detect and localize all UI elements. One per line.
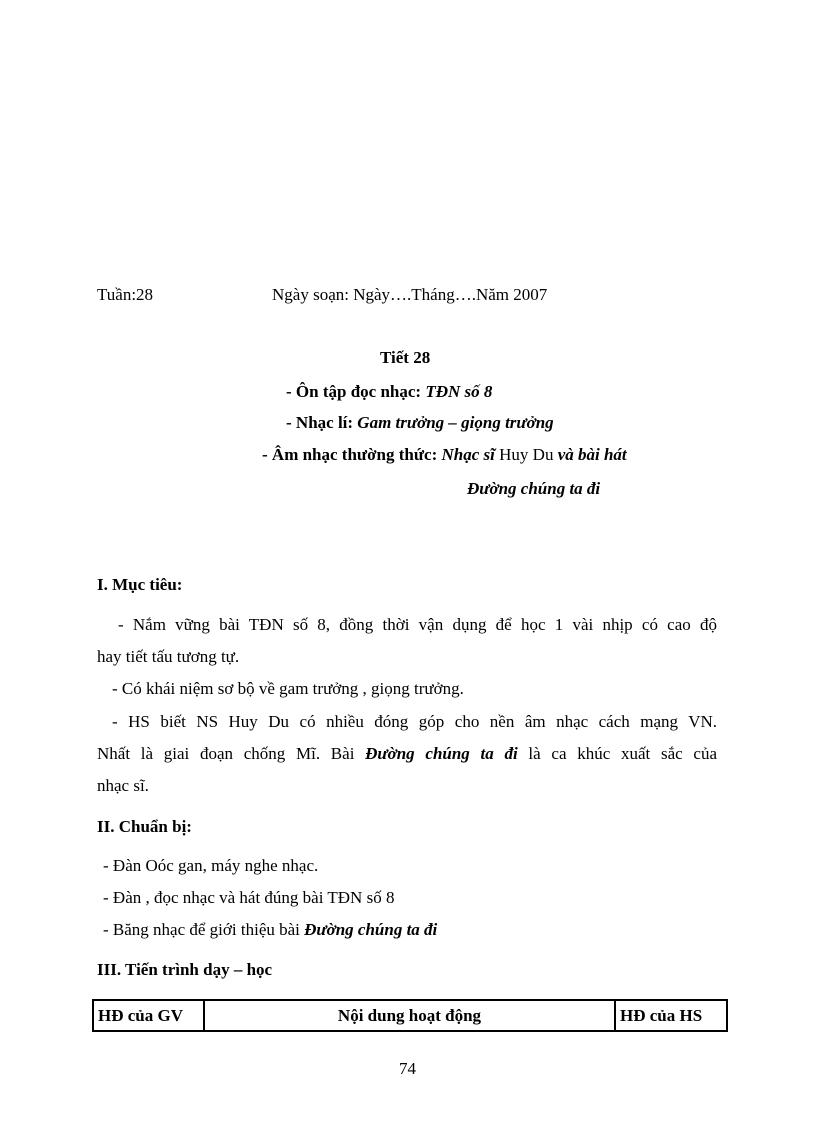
lesson-line-3 (262, 444, 627, 466)
objective-3-line-1: - HS biết NS Huy Du có nhiều đóng góp cho nền âm nhạc cách mạng VN. (112, 712, 717, 731)
objective-3-text-a: Nhất là giai đoạn chống Mĩ. Bài (97, 744, 366, 763)
lesson-line-3-name: Huy Du (494, 445, 558, 464)
lesson-line-3-label: - Âm nhạc thường thức: (262, 445, 442, 464)
objective-3-text-c: là ca khúc xuất sắc của (517, 744, 717, 763)
objective-3-line-2 (97, 743, 717, 765)
col-teacher-activity: HĐ của GV (93, 1000, 204, 1031)
section-1-heading: I. Mục tiêu: (97, 575, 183, 594)
preparation-item-3-text: - Băng nhạc để giới thiệu bài (103, 920, 305, 939)
lesson-line-2-label: - Nhạc lí: (286, 413, 358, 432)
lesson-title: Tiết 28 (380, 348, 431, 367)
objective-1-line-2: hay tiết tấu tương tự. (97, 647, 240, 666)
prepared-date: Ngày soạn: Ngày….Tháng….Năm 2007 (272, 285, 548, 304)
preparation-item-3-song: Đường chúng ta đi (304, 920, 438, 939)
lesson-line-1-label: - Ôn tập đọc nhạc: (286, 382, 426, 401)
lesson-line-2 (286, 412, 554, 434)
table-header-row (93, 1000, 727, 1031)
objective-2: - Có khái niệm sơ bộ về gam trưởng , giọng trưởng. (112, 679, 464, 698)
objective-3-line-3: nhạc sĩ. (97, 776, 149, 795)
col-student-activity: HĐ của HS (615, 1000, 727, 1031)
week-label: Tuần:28 (97, 285, 154, 304)
lesson-plan-table (92, 999, 728, 1032)
lesson-line-4: Đường chúng ta đi (467, 479, 601, 498)
objective-1-line-1: - Nắm vững bài TĐN số 8, đồng thời vận dụng để học 1 vài nhịp có cao độ (118, 615, 717, 634)
section-3-heading: III. Tiến trình dạy – học (97, 960, 273, 979)
objective-3-song-title: Đường chúng ta đi (365, 744, 518, 763)
lesson-line-1-value: TĐN số 8 (425, 382, 493, 401)
page-number: 74 (399, 1059, 416, 1078)
section-2-heading: II. Chuẩn bị: (97, 817, 192, 836)
preparation-item-1: - Đàn Oóc gan, máy nghe nhạc. (103, 856, 319, 875)
preparation-item-3 (103, 919, 437, 941)
lesson-line-1 (286, 381, 492, 403)
lesson-line-3-italic-2: và bài hát (557, 445, 627, 464)
preparation-item-2: - Đàn , đọc nhạc và hát đúng bài TĐN số 8 (103, 888, 395, 907)
lesson-line-2-value: Gam trưởng – giọng trưởng (357, 413, 554, 432)
col-activity-content: Nội dung hoạt động (204, 1000, 615, 1031)
lesson-line-3-italic-1: Nhạc sĩ (441, 445, 495, 464)
